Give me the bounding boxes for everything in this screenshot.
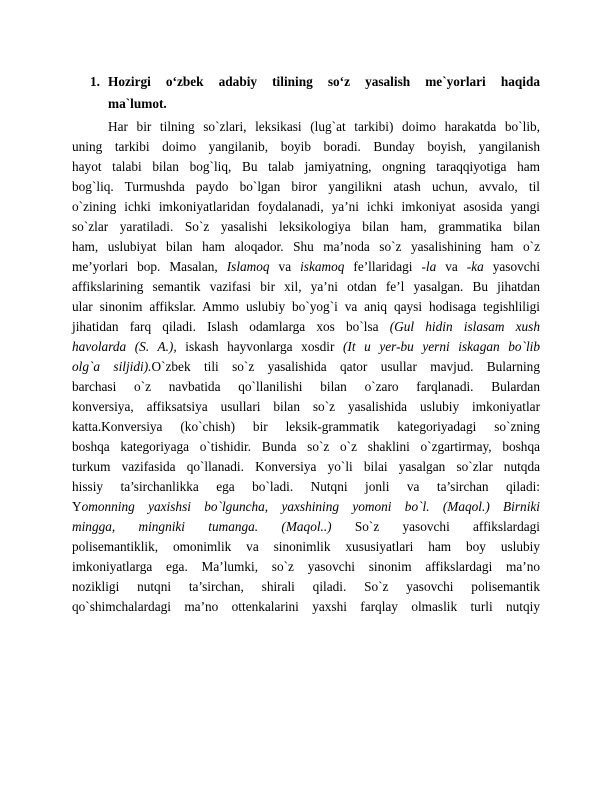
italic-text: olg`a siljidi). xyxy=(72,359,152,374)
italic-text: -la xyxy=(421,259,437,274)
italic-text: havolarda (S. A.), xyxy=(72,339,177,354)
text-segment: polisemantiklik, omonimlik va sinonimlik xususiyatlari ham boy uslubiy xyxy=(72,539,540,554)
text-segment: imkoniyatlarga ega. Ma’lumki, so`z yasovchi sinonim affikslardagi ma’no xyxy=(72,559,540,574)
text-line xyxy=(72,377,540,397)
text-segment: So`z yasovchi affikslardagi xyxy=(331,519,540,534)
text-segment: qo`shimchalardagi ma’no ottenkalarini yaxshi farqlay olmaslik turli nutqiy xyxy=(72,599,540,614)
text-segment: boshqa kategoriyaga o`tishidir. Bunda so`z o`z shaklini o`zgartirmay, boshqa xyxy=(72,439,540,454)
text-line xyxy=(72,397,540,417)
text-segment: ular sinonim affikslar. Ammo uslubiy bo`yog`i va aniq qaysi hodisaga tegishliligi xyxy=(72,299,540,314)
text-segment: Y xyxy=(72,499,82,514)
text-segment: o`zining ichki imkoniyatlaridan foydalanadi, ya’ni ichki imkoniyat asosida yangi xyxy=(72,199,540,214)
text-line xyxy=(72,417,540,437)
italic-text: (It u yer-bu yerni iskagan bo`lib xyxy=(343,339,540,354)
text-segment: bog`liq. Turmushda paydo bo`lgan biror yangilikni atash uchun, avvalo, til xyxy=(72,179,540,194)
text-segment: Har bir tilning so`zlari, leksikasi (lug`at tarkibi) doimo harakatda bo`lib, xyxy=(108,119,540,134)
text-line xyxy=(72,157,540,177)
text-line xyxy=(72,297,540,317)
italic-text: mingga, mingniki tumanga. (Maqol..) xyxy=(72,519,332,534)
text-line xyxy=(72,237,540,257)
heading-line-2: ma`lumot. xyxy=(108,96,167,111)
italic-text: iskamoq xyxy=(300,259,345,274)
text-line xyxy=(72,517,540,537)
text-segment: fe’llaridagi xyxy=(344,259,422,274)
text-segment: katta.Konversiya (ko`chish) bir leksik-grammatik kategoriyadagi so`zning xyxy=(72,419,540,434)
text-segment: va xyxy=(436,259,467,274)
text-line xyxy=(72,197,540,217)
text-segment: va xyxy=(269,259,301,274)
text-line xyxy=(72,597,540,617)
text-segment: iskash hayvonlarga xosdir xyxy=(176,339,343,354)
italic-text: omonning yaxishsi bo`lguncha, yaxshining yomoni bo`l. (Maqol.) Birniki xyxy=(81,499,540,514)
text-segment: ham, uslubiyat bilan ham aloqador. Shu ma’noda so`z yasalishining ham o`z xyxy=(72,239,540,254)
text-line xyxy=(72,437,540,457)
text-segment: nozikligi nutqni ta’sirchan, shirali qiladi. So`z yasovchi polisemantik xyxy=(72,579,540,594)
text-line xyxy=(72,557,540,577)
text-segment: O`zbek tili so`z yasalishida qator usullar mavjud. Bularning xyxy=(151,359,540,374)
text-line xyxy=(108,117,540,137)
text-line xyxy=(72,497,540,517)
text-segment: konversiya, affiksatsiya usullari bilan so`z yasalishida uslubiy imkoniyatlar xyxy=(72,399,540,414)
text-segment: turkum vazifasida qo`llanadi. Konversiya yo`li bilai yasalgan so`zlar nutqda xyxy=(72,459,540,474)
text-segment: jihatidan farq qiladi. Islash odamlarga xos bo`lsa xyxy=(72,319,390,334)
text-line xyxy=(72,537,540,557)
text-segment: uning tarkibi doimo yangilanib, boyib boradi. Bunday boyish, yangilanish xyxy=(72,139,540,154)
italic-text: (Gul hidin islasam xush xyxy=(389,319,540,334)
text-line xyxy=(72,257,540,277)
text-segment: hayot talabi bilan bog`liq, Bu talab jamiyatning, ongning taraqqiyotiga ham xyxy=(72,159,540,174)
text-line xyxy=(72,477,540,497)
text-line xyxy=(72,457,540,477)
text-line xyxy=(72,217,540,237)
italic-text: -ka xyxy=(466,259,484,274)
text-segment: so`zlar yaratiladi. So`z yasalishi leksikologiya bilan ham, grammatika bilan xyxy=(72,219,540,234)
text-line xyxy=(72,337,540,357)
text-line xyxy=(72,137,540,157)
text-segment: affikslarining semantik vazifasi bir xil, ya’ni otdan fe’l yasalgan. Bu jihatdan xyxy=(72,279,540,294)
italic-text: Islamoq xyxy=(226,259,270,274)
text-line xyxy=(72,317,540,337)
text-line xyxy=(72,177,540,197)
heading-line-1: Hozirgi o‘zbek adabiy tilining so‘z yasalish me`yorlari haqida xyxy=(108,74,540,89)
text-line xyxy=(72,577,540,597)
text-segment: hissiy ta’sirchanlikka ega bo`ladi. Nutqni jonli va ta’sirchan qiladi: xyxy=(72,479,540,494)
text-line xyxy=(72,277,540,297)
text-segment: barchasi o`z navbatida qo`llanilishi bilan o`zaro farqlanadi. Bulardan xyxy=(72,379,540,394)
text-segment: me’yorlari bop. Masalan, xyxy=(72,259,227,274)
text-line xyxy=(72,357,540,377)
text-segment: yasovchi xyxy=(483,259,541,274)
heading-number: 1. xyxy=(90,74,100,89)
